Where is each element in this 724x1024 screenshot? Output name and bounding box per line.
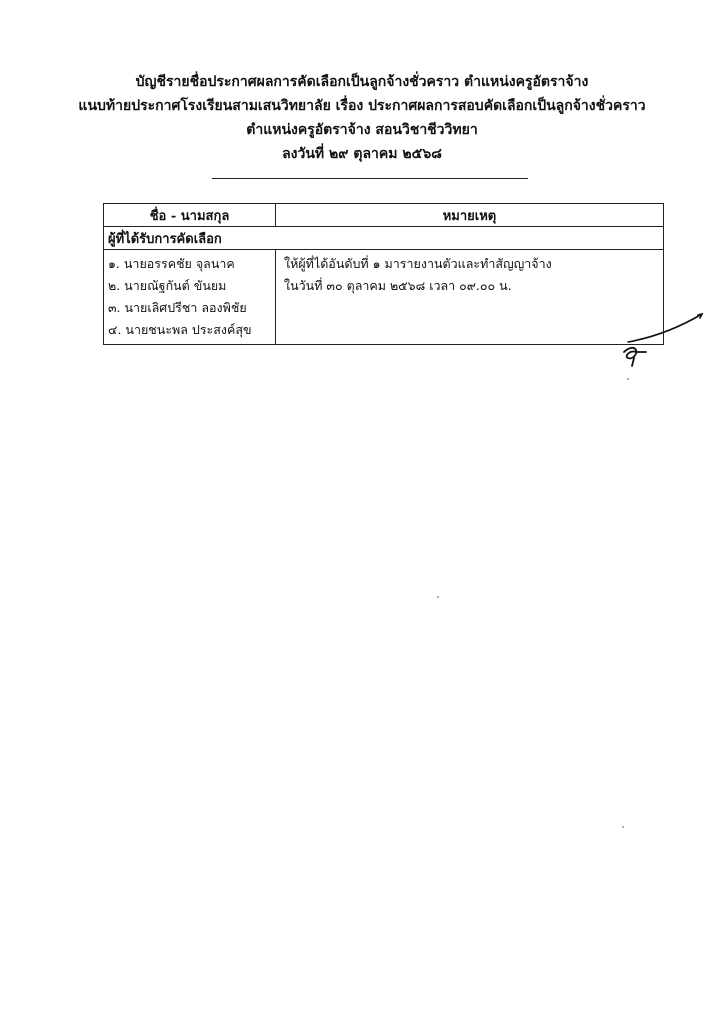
header-name: ชื่อ - นามสกุล bbox=[104, 204, 276, 227]
list-item: ๒. นายณัฐกันต์ ขันยม bbox=[108, 278, 227, 293]
list-item: ๑. นายอรรคชัย จุลนาค bbox=[108, 256, 235, 271]
title-line-4: ลงวันที่ ๒๙ ตุลาคม ๒๕๖๘ bbox=[282, 146, 442, 162]
section-label: ผู้ที่ได้รับการคัดเลือก bbox=[104, 227, 664, 250]
handwritten-signature-icon bbox=[620, 312, 704, 372]
list-item: ๓. นายเลิศปรีชา ลองพิชัย bbox=[108, 300, 247, 315]
names-cell bbox=[104, 250, 276, 345]
section-row bbox=[104, 227, 664, 250]
list-item: ๔. นายชนะพล ประสงค์สุข bbox=[108, 322, 252, 337]
document-title bbox=[0, 70, 724, 166]
remark-cell bbox=[276, 250, 664, 345]
scan-speck bbox=[622, 826, 624, 828]
remark-line: ให้ผู้ที่ได้อันดับที่ ๑ มารายงานตัวและทำสัญญาจ้าง bbox=[284, 256, 552, 271]
title-line-1: บัญชีรายชื่อประกาศผลการคัดเลือกเป็นลูกจ้างชั่วคราว ตำแหน่งครูอัตราจ้าง bbox=[135, 74, 589, 90]
header-remark: หมายเหตุ bbox=[276, 204, 664, 227]
table-header-row bbox=[104, 204, 664, 227]
scan-speck bbox=[627, 378, 629, 380]
title-line-3: ตำแหน่งครูอัตราจ้าง สอนวิชาชีววิทยา bbox=[246, 122, 478, 138]
scan-speck bbox=[437, 596, 439, 598]
table-row bbox=[104, 250, 664, 345]
title-divider bbox=[212, 178, 528, 179]
title-line-2: แนบท้ายประกาศโรงเรียนสามเสนวิทยาลัย เรื่อง ประกาศผลการสอบคัดเลือกเป็นลูกจ้างชั่วคราว bbox=[78, 98, 646, 114]
remark-line: ในวันที่ ๓๐ ตุลาคม ๒๕๖๘ เวลา ๐๙.๐๐ น. bbox=[284, 278, 512, 293]
selection-table bbox=[103, 203, 664, 345]
